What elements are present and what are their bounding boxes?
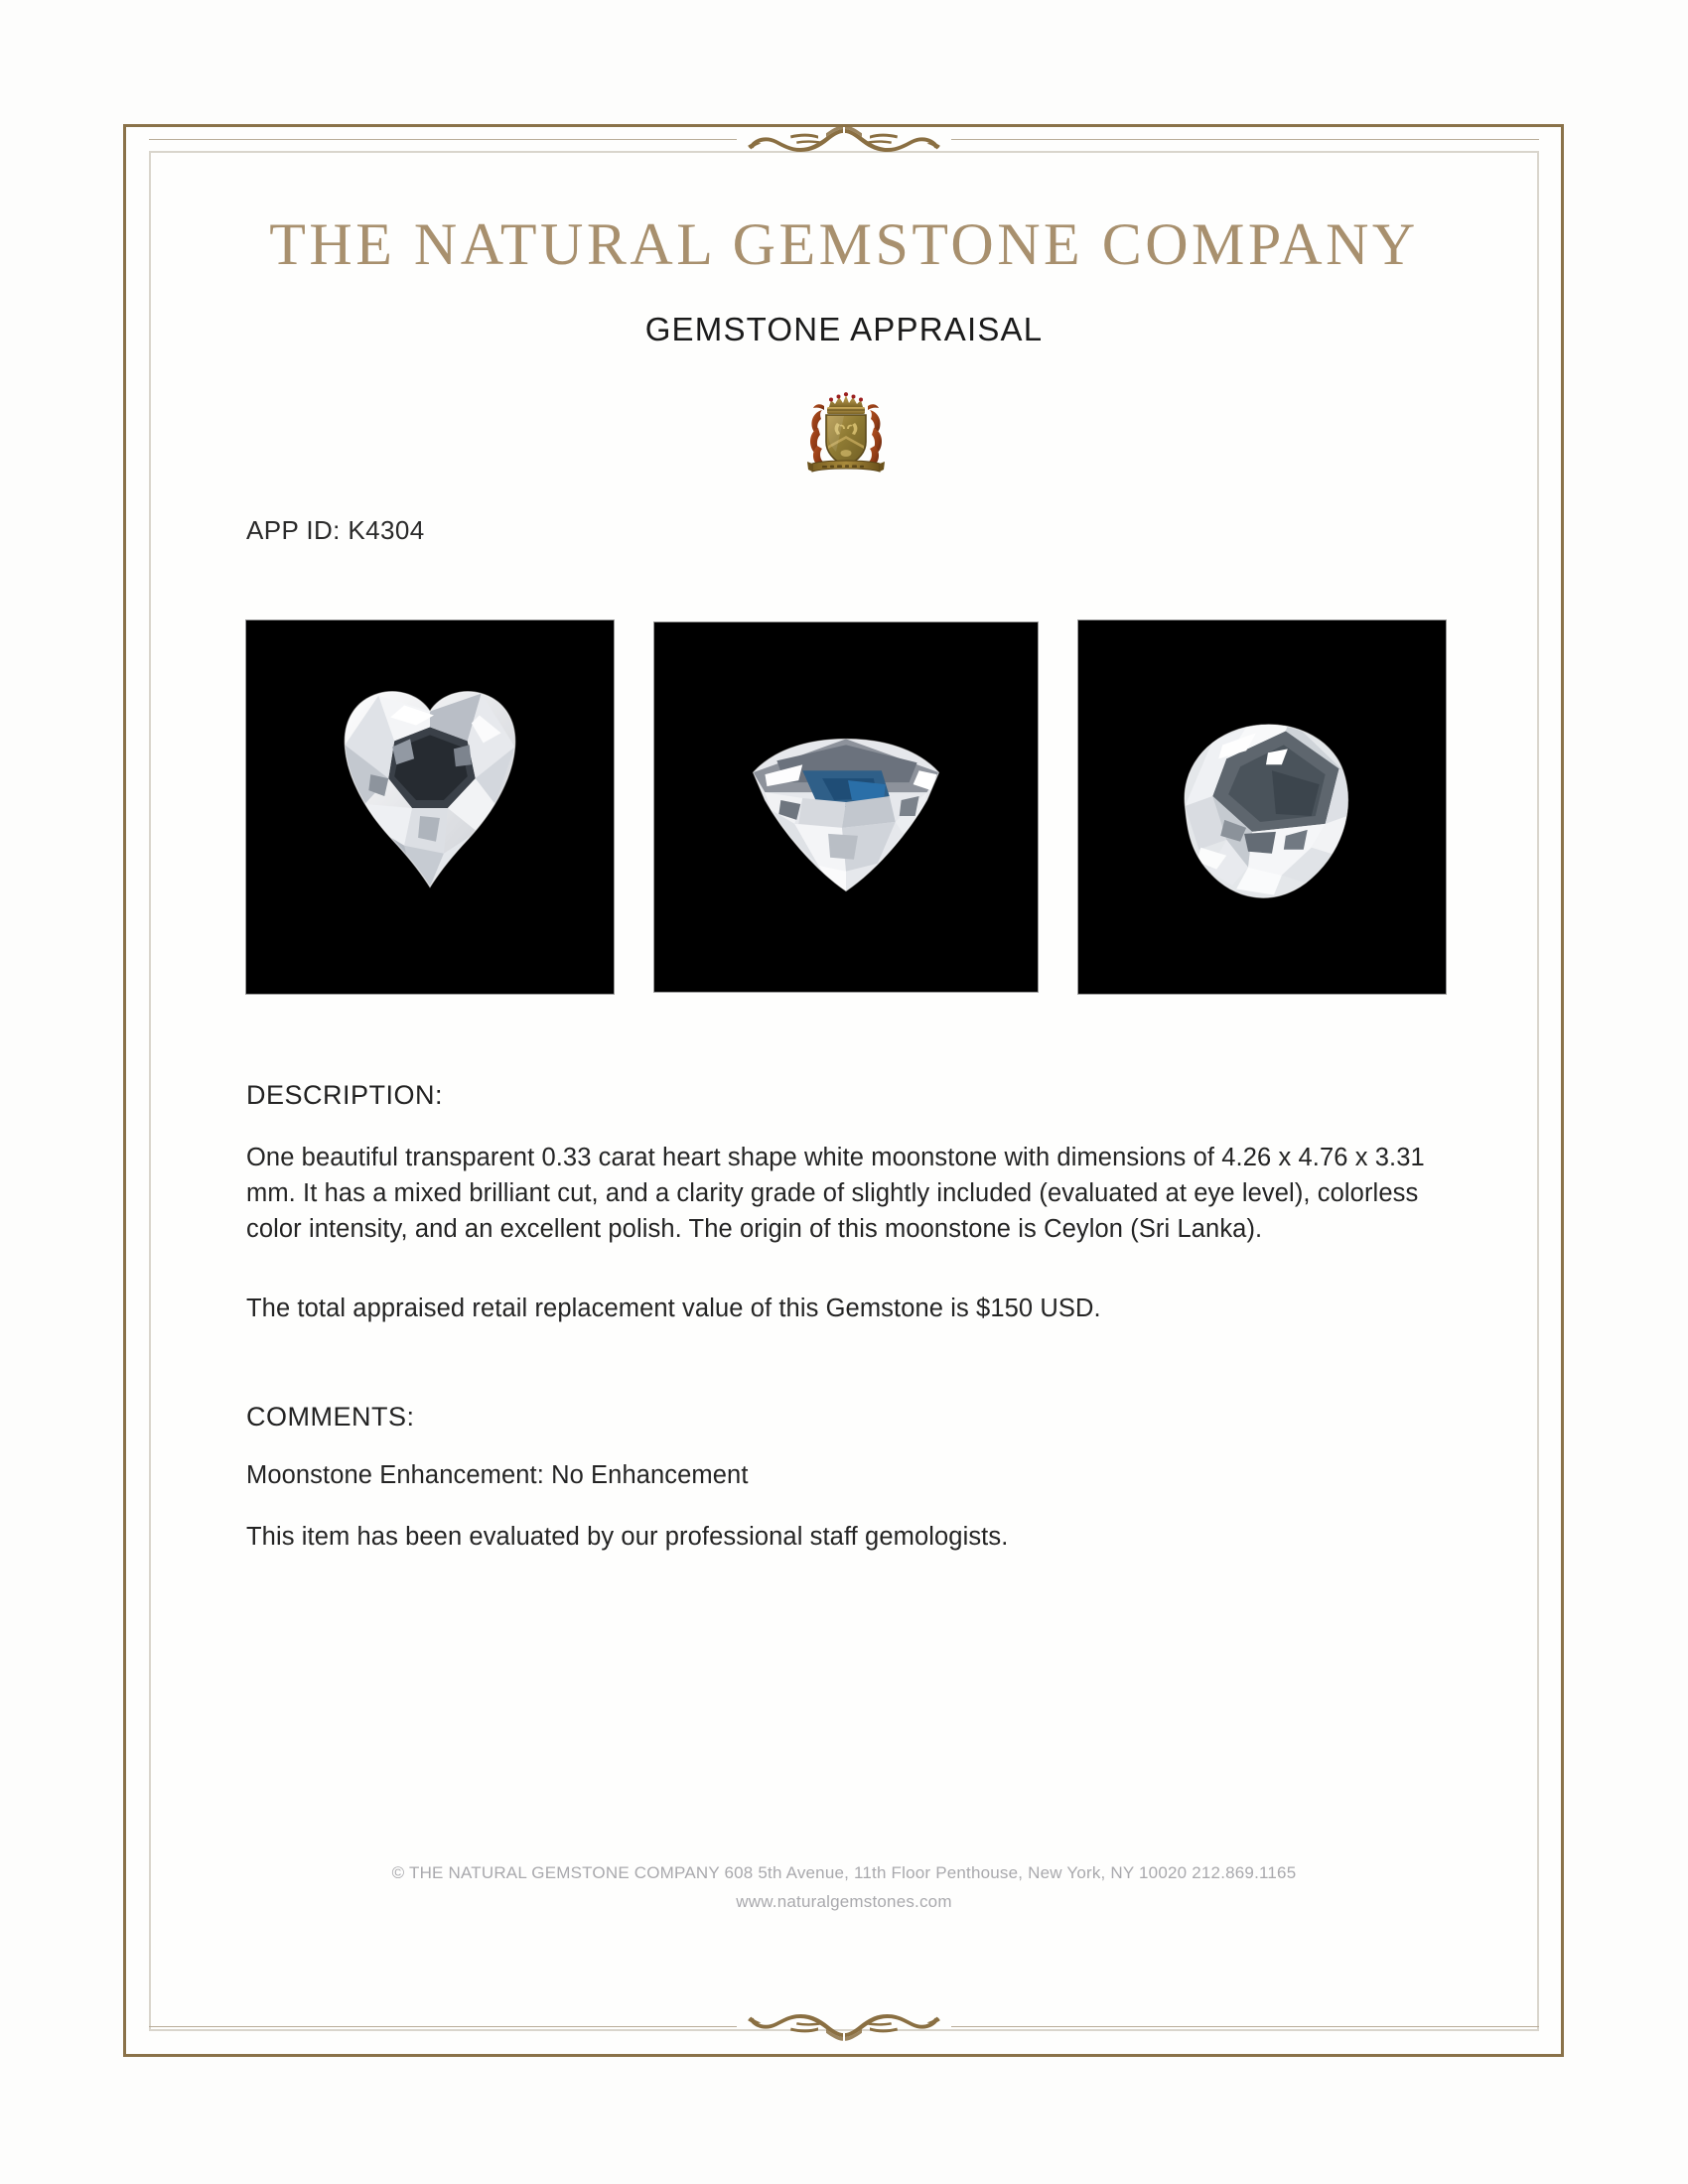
document-footer [149, 1858, 1539, 1916]
description-paragraph: One beautiful transparent 0.33 carat heart shape white moonstone with dimensions of 4.26 x 4.76 x 3.31 mm. It has a mixed brilliant cut, and a clarity grade of slightly included (evaluated at eye level), colorless color intensity, and an excellent polish. The origin of this moonstone is Ceylon (Sri Lanka). [246, 1144, 1425, 1243]
gemstone-photo-side [653, 621, 1039, 993]
gemstone-photo-row [245, 619, 1447, 995]
comment-enhancement: Moonstone Enhancement: No Enhancement [246, 1461, 749, 1489]
document-subtitle: GEMSTONE APPRAISAL [644, 311, 1044, 347]
comments-heading: COMMENTS: [246, 1402, 415, 1432]
heraldic-crest-icon [800, 390, 892, 476]
appraised-value-statement: The total appraised retail replacement value of this Gemstone is $150 USD. [246, 1295, 1101, 1322]
description-heading: DESCRIPTION: [246, 1080, 444, 1110]
gemstone-photo-angle [1077, 619, 1447, 995]
comment-evaluation: This item has been evaluated by our professional staff gemologists. [246, 1523, 1009, 1551]
gemstone-photo-front [245, 619, 615, 995]
app-id-label: APP ID: K4304 [246, 515, 425, 545]
footer-website-line[interactable]: www.naturalgemstones.com [736, 1892, 952, 1911]
footer-address-line: © THE NATURAL GEMSTONE COMPANY 608 5th Avenue, 11th Floor Penthouse, New York, NY 10020 212.869.1165 [391, 1863, 1297, 1882]
company-title: THE NATURAL GEMSTONE COMPANY [269, 211, 1419, 277]
